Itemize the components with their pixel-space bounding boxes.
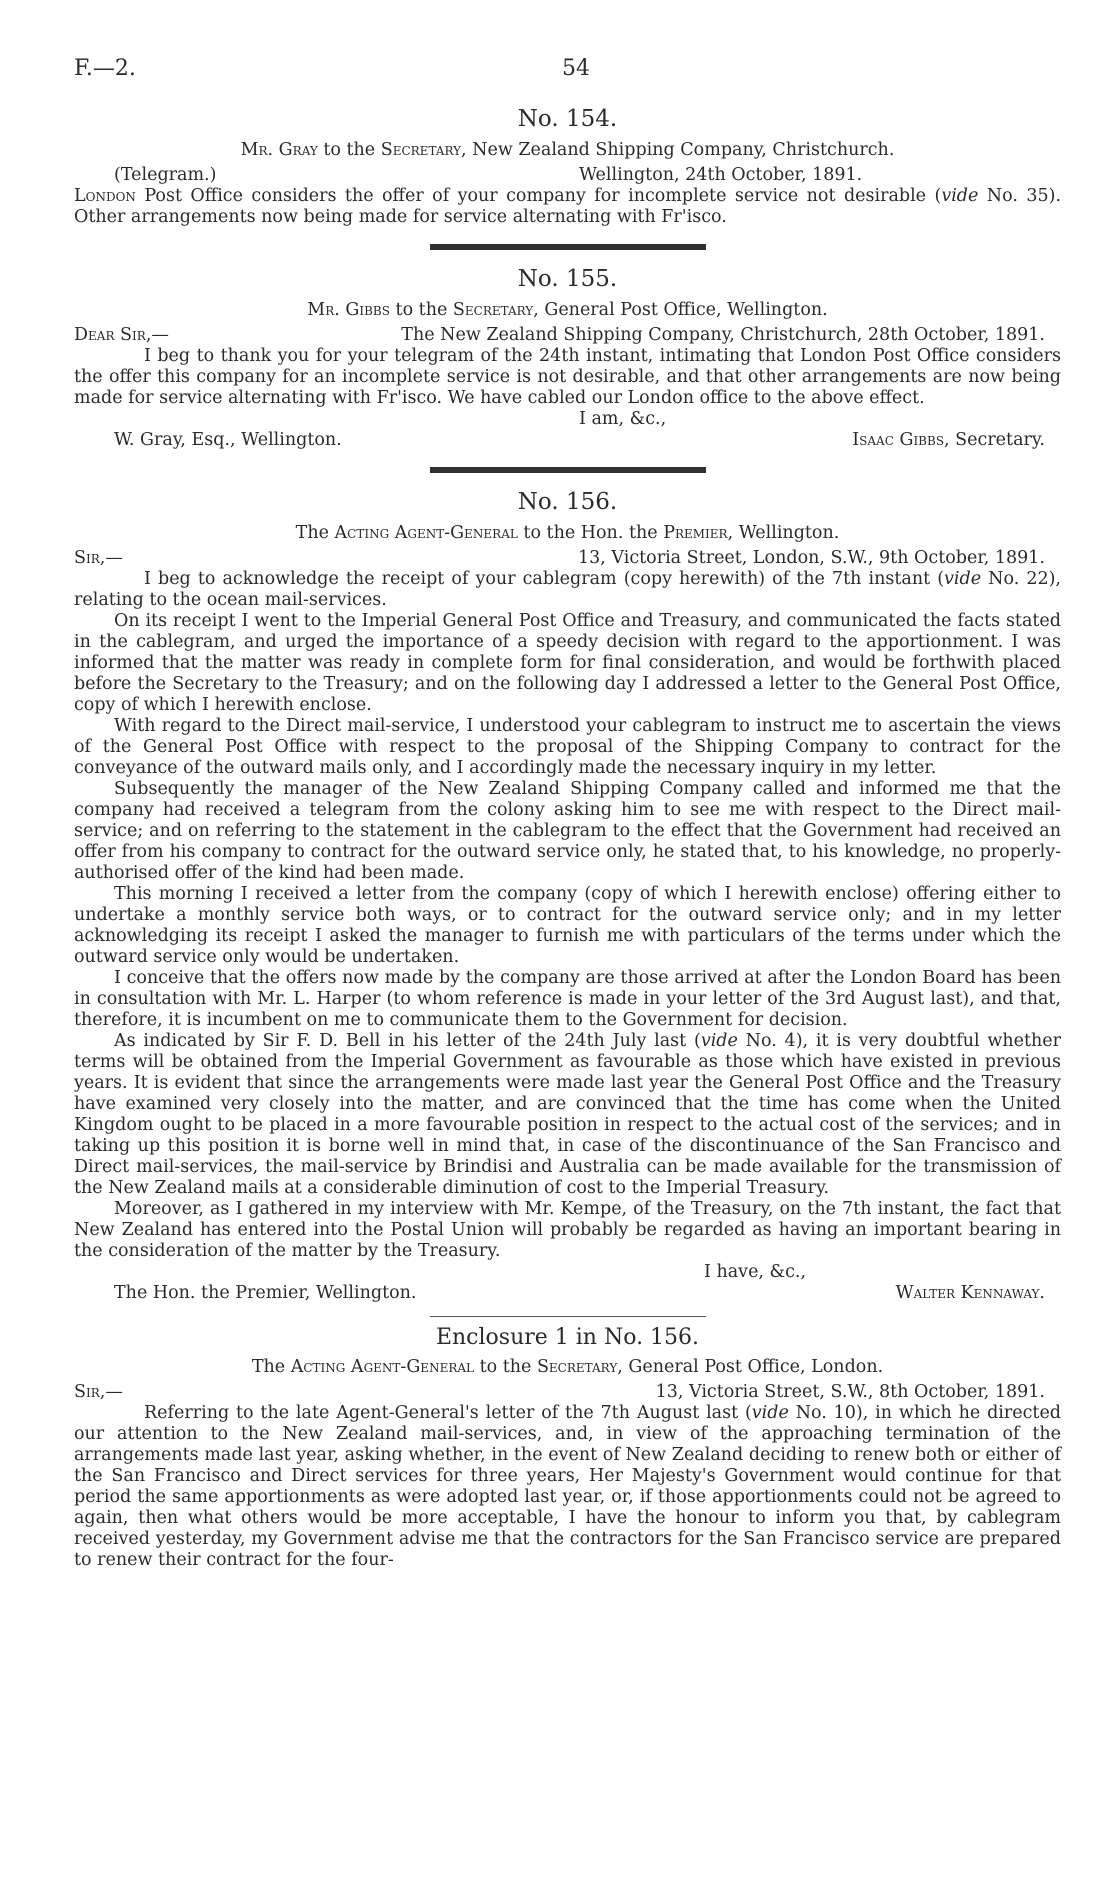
letter-headline: Mr. Gray to the Secretary, New Zealand Shipping Company, Christchurch. [240, 140, 895, 160]
letter-number: No. 156. [517, 489, 618, 515]
letter-156 [74, 487, 1061, 1304]
salutation: Sir,— [74, 548, 123, 568]
letter-headline: The Acting Agent-General to the Hon. the Premier, Wellington. [295, 523, 840, 543]
paragraph: This morning I received a letter from the company (copy of which I herewith enclose) offering either to undertake a monthly service both ways, or to contract for the outward service only; and in my letter acknowledging its receipt I asked the manager to furnish me with particulars of the terms under which the outward service only would be undertaken. [74, 884, 1061, 967]
letter-155 [74, 264, 1061, 451]
enclosure-1 [74, 1323, 1061, 1571]
letter-154 [74, 104, 1061, 228]
closing-row [74, 1262, 1061, 1283]
place-date: 13, Victoria Street, London, S.W., 9th October, 1891. [578, 548, 1045, 568]
salutation: Dear Sir,— [74, 325, 169, 345]
enclosure-body: Referring to the late Agent-General's letter of the 7th August last (vide No. 10), in which he directed our attention to the New Zealand mail-services, and, in view of the approaching termination of the arrangements made last year, asking whether, in the event of New Zealand deciding to renew both or either of the San Francisco and Direct services for three years, Her Majesty's Government would continue for that period the same apportionments as were adopted last year, or, if those apportionments could not be agreed to again, then what others would be more acceptable, I have the honour to inform you that, by cablegram received yesterday, my Government advise me that the contractors for the San Francisco service are prepared to renew their contract for the four- [74, 1403, 1062, 1570]
closing: I am, &c., [579, 409, 667, 429]
paragraph: I conceive that the offers now made by the company are those arrived at after the London Board has been in consultation with Mr. L. Harper (to whom reference is made in your letter of the 3rd August last), and that, therefore, it is incumbent on me to communicate them to the Government for decision. [74, 968, 1061, 1030]
paragraph: I beg to acknowledge the receipt of your cablegram (copy herewith) of the 7th instant (vide No. 22), relating to the ocean mail-services. [74, 569, 1061, 610]
letter-headline: Mr. Gibbs to the Secretary, General Post Office, Wellington. [307, 300, 828, 320]
section-divider [430, 467, 706, 473]
page-number: 54 [562, 56, 590, 81]
running-header [74, 58, 1061, 98]
enclosure-title: Enclosure 1 in No. 156. [435, 1325, 700, 1350]
letter-body: I beg to thank you for your telegram of the 24th instant, intimating that London Post Office considers the offer this company for an incomplete service is not desirable, and that other arrangements are now being made for service alternating with Fr'isco. We have cabled our London office to the above effect. [74, 346, 1061, 408]
paragraph: Moreover, as I gathered in my interview with Mr. Kempe, of the Treasury, on the 7th instant, the fact that New Zealand has entered into the Postal Union will probably be regarded as having an important bearing in the consideration of the matter by the Treasury. [74, 1199, 1061, 1261]
place-date: Wellington, 24th October, 1891. [579, 165, 863, 185]
section-divider [430, 1316, 706, 1317]
addressee: W. Gray, Esq., Wellington. [114, 430, 342, 450]
closing-row [74, 409, 1061, 430]
parliamentary-paper-ref: F.—2. [74, 56, 136, 81]
signature-row [74, 430, 1061, 451]
signature-row [74, 1283, 1061, 1304]
salutation: Sir,— [74, 1382, 123, 1402]
place-date: The New Zealand Shipping Company, Christchurch, 28th October, 1891. [401, 325, 1045, 345]
place-date: 13, Victoria Street, S.W., 8th October, 1891. [655, 1382, 1045, 1402]
enclosure-headline: The Acting Agent-General to the Secretary, General Post Office, London. [251, 1357, 884, 1377]
letter-body: London Post Office considers the offer of your company for incomplete service not desirable (vide No. 35). Other arrangements now being made for service alternating with Fr'isco. [74, 186, 1062, 227]
salutation-row [74, 325, 1061, 346]
paragraph: As indicated by Sir F. D. Bell in his letter of the 24th July last (vide No. 4), it is very doubtful whether terms will be obtained from the Imperial Government as favourable as those which have existed in previous years. It is evident that since the arrangements were made last year the General Post Office and the Treasury have examined very closely into the matter, and are convinced that the time has come when the United Kingdom ought to be placed in a more favourable position in respect to the actual cost of the services; and in taking up this position it is borne well in mind that, in case of the discontinuance of the San Francisco and Direct mail-services, the mail-service by Brindisi and Australia can be made available for the transmission of the New Zealand mails at a considerable diminution of cost to the Imperial Treasury. [74, 1031, 1061, 1198]
letter-number: No. 154. [517, 106, 618, 132]
telegram-note: (Telegram.) [114, 165, 217, 185]
letter-number: No. 155. [517, 266, 618, 292]
signature: Isaac Gibbs, Secretary. [852, 430, 1045, 450]
closing: I have, &c., [704, 1262, 807, 1282]
signature: Walter Kennaway. [895, 1283, 1045, 1303]
salutation-row [74, 548, 1061, 569]
paragraph: Subsequently the manager of the New Zealand Shipping Company called and informed me that the company had received a telegram from the colony asking him to see me with respect to the Direct mail-service; and on referring to the statement in the cablegram to the effect that the Government had received an offer from his company to contract for the outward service only, he stated that, to his knowledge, no properly-authorised offer of the kind had been made. [74, 779, 1061, 883]
section-divider [430, 244, 706, 250]
paragraph: With regard to the Direct mail-service, I understood your cablegram to instruct me to ascertain the views of the General Post Office with respect to the proposal of the Shipping Company to contract for the conveyance of the outward mails only, and I accordingly made the necessary inquiry in my letter. [74, 716, 1061, 778]
salutation-row [74, 1382, 1061, 1403]
paragraph: On its receipt I went to the Imperial General Post Office and Treasury, and communicated the facts stated in the cablegram, and urged the importance of a speedy decision with regard to the apportionment. I was informed that the matter was ready in complete form for final consideration, and would be forthwith placed before the Secretary to the Treasury; and on the following day I addressed a letter to the General Post Office, copy of which I herewith enclose. [74, 611, 1061, 715]
addressee: The Hon. the Premier, Wellington. [114, 1283, 417, 1303]
note-date-row [74, 165, 1061, 186]
